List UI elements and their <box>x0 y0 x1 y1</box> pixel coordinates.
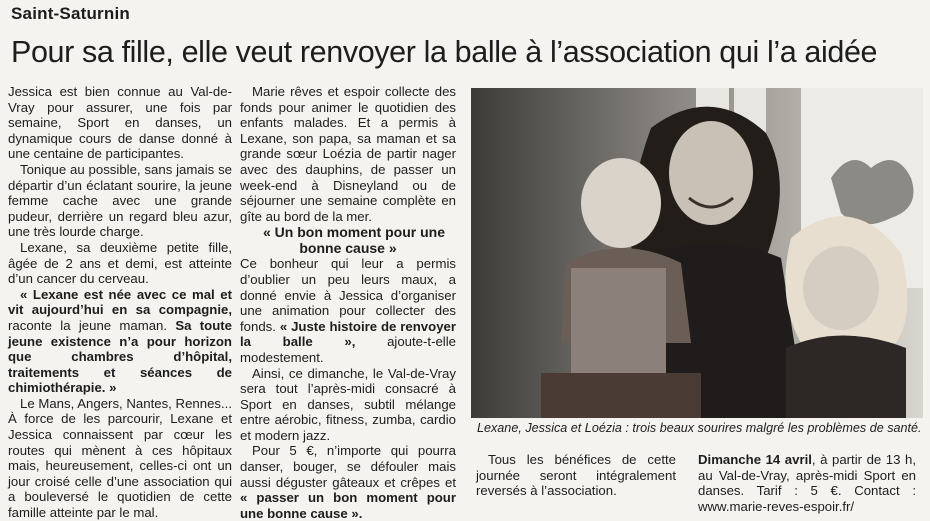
quote-bold: Sa toute jeune existence n’a pour horizon que chambres d’hôpital, traitements et séances de chimiothérapie. » <box>8 317 232 396</box>
text-run: ajoute-t-elle modestement. <box>240 334 456 365</box>
event-date: Dimanche 14 avril <box>698 452 812 467</box>
paragraph <box>240 443 456 521</box>
paragraph: Lexane, sa deuxième petite fille, âgée de 2 ans et demi, est atteinte d’un cancer du cerveau. <box>8 239 232 287</box>
text-run: Pour 5 €, n’importe qui pourra danser, bouger, se défouler mais aussi déguster gâteaux et crêpes et <box>240 443 456 490</box>
event-info <box>698 452 916 514</box>
subheading: « Un bon moment pour une bonne cause » <box>263 224 445 257</box>
text-column-2 <box>240 84 456 521</box>
text-column-3 <box>476 452 676 499</box>
article-headline: Pour sa fille, elle veut renvoyer la balle à l’association qui l’a aidée <box>11 34 878 69</box>
quote-attribution: raconte la jeune maman. <box>8 317 176 333</box>
paragraph: Le Mans, Angers, Nantes, Rennes... À force de les parcourir, Lexane et Jessica connaissent par cœur les routes qui mènent à ces hôpitaux mais, heureusement, celles-ci ont un jour croisé celle d’une association qui a bouleversé le quotidien de cette famille atteinte par le mal. <box>8 395 232 521</box>
paragraph: Tonique au possible, sans jamais se départir d’un éclatant sourire, la jeune femme cache avec une grande pudeur, derrière un regard bleu azur, une très lourde charge. <box>8 161 232 240</box>
quote-paragraph <box>8 287 232 396</box>
quote-bold: « passer un bon moment pour une bonne cause ». <box>240 490 456 521</box>
paragraph <box>240 256 456 365</box>
photo-caption: Lexane, Jessica et Loézia : trois beaux sourires malgré les problèmes de santé. <box>477 421 922 435</box>
paragraph: Tous les bénéfices de cette journée seront intégralement reversés à l’association. <box>476 452 676 499</box>
paragraph: Ainsi, ce dimanche, le Val-de-Vray sera tout l’après-midi consacré à Sport en danses, subtil mélange entre aérobic, fitness, zumba, cardio et modern jazz. <box>240 365 456 443</box>
article-photo <box>471 88 923 418</box>
text-run: Ce bonheur qui leur a permis d’oublier un peu leurs maux, a donné envie à Jessica d’organiser une animation pour collecter des fonds. <box>240 256 456 334</box>
quote-bold: « Juste histoire de renvoyer la balle », <box>240 318 456 350</box>
text-column-1 <box>8 84 232 521</box>
event-details <box>698 452 916 514</box>
paragraph: Jessica est bien connue au Val-de-Vray pour assurer, une fois par semaine, Sport en danses, un dynamique cours de danse donné à une centaine de participantes. <box>8 84 232 162</box>
photo-illustration <box>471 88 923 418</box>
event-description: , à partir de 13 h, au Val-de-Vray, après-midi Sport en danses. Tarif : 5 €. Contact : www.marie-reves-espoir.fr/ <box>698 452 916 514</box>
quote-bold: « Lexane est née avec ce mal et vit aujourd’hui en sa compagnie, <box>8 286 232 318</box>
article-kicker: Saint-Saturnin <box>11 4 130 23</box>
paragraph: Marie rêves et espoir collecte des fonds pour animer le quotidien des enfants malades. Et a permis à Lexane, son papa, sa maman et sa grande sœur Loézia de partir nager avec des dauphins, de passer un week-end à Disneyland ou de séjourner une semaine complète en gîte au bord de la mer. <box>240 84 456 224</box>
